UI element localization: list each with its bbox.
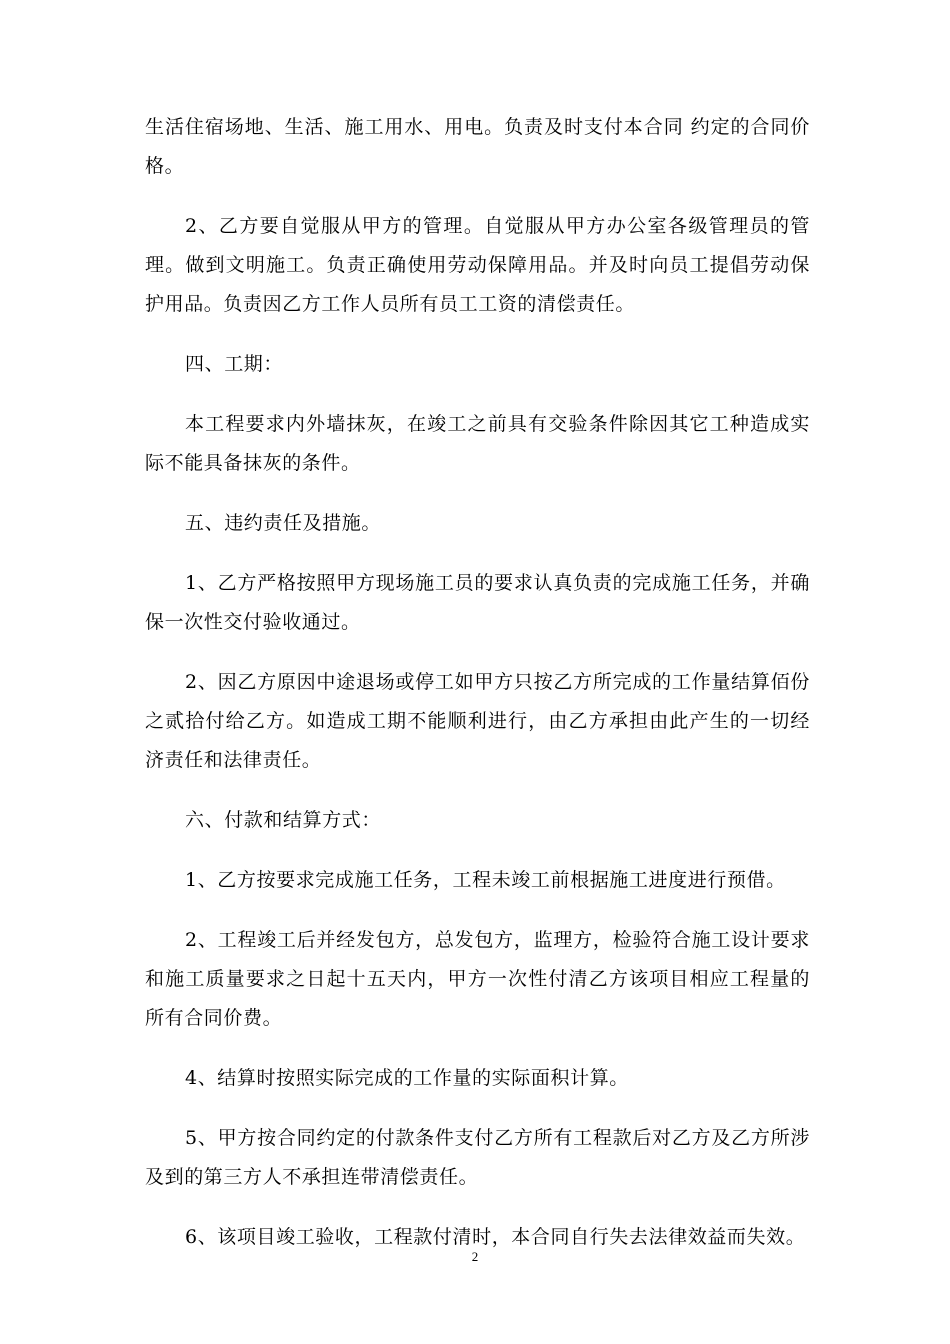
section-heading-schedule: 四、工期： — [185, 353, 284, 375]
document-body — [145, 108, 810, 1278]
paragraph-clause-2-obey-management: 2、乙方要自觉服从甲方的管理。自觉服从甲方办公室各级管理员的管理。做到文明施工。负责正确使用劳动保障用品。并及时向员工提倡劳动保护用品。负责因乙方工作人员所有员工工资的清偿责任。 — [145, 215, 810, 315]
paragraph-payment-clause-4: 4、结算时按照实际完成的工作量的实际面积计算。 — [185, 1067, 629, 1089]
section-heading-liability: 五、违约责任及措施。 — [185, 512, 382, 534]
page-number: 2 — [471, 1249, 479, 1264]
paragraph-payment-clause-6: 6、该项目竣工验收，工程款付清时，本合同自行失去法律效益而失效。 — [185, 1226, 806, 1248]
section-heading-payment: 六、付款和结算方式： — [185, 809, 382, 831]
paragraph-payment-clause-2: 2、工程竣工后并经发包方，总发包方，监理方，检验符合施工设计要求和施工质量要求之日起十五天内，甲方一次性付清乙方该项目相应工程量的所有合同价费。 — [145, 929, 810, 1029]
paragraph-continuation: 生活住宿场地、生活、施工用水、用电。负责及时支付本合同 约定的合同价格。 — [145, 116, 810, 177]
paragraph-payment-clause-1: 1、乙方按要求完成施工任务，工程未竣工前根据施工进度进行预借。 — [185, 869, 786, 891]
paragraph-liability-clause-1: 1、乙方严格按照甲方现场施工员的要求认真负责的完成施工任务，并确保一次性交付验收通过。 — [145, 572, 810, 633]
paragraph-payment-clause-5: 5、甲方按合同约定的付款条件支付乙方所有工程款后对乙方及乙方所涉及到的第三方人不承担连带清偿责任。 — [145, 1127, 810, 1188]
paragraph-liability-clause-2: 2、因乙方原因中途退场或停工如甲方只按乙方所完成的工作量结算佰份之贰拾付给乙方。如造成工期不能顺利进行，由乙方承担由此产生的一切经济责任和法律责任。 — [145, 671, 810, 771]
paragraph-schedule-plastering: 本工程要求内外墙抹灰，在竣工之前具有交验条件除因其它工种造成实际不能具备抹灰的条件。 — [145, 413, 810, 474]
